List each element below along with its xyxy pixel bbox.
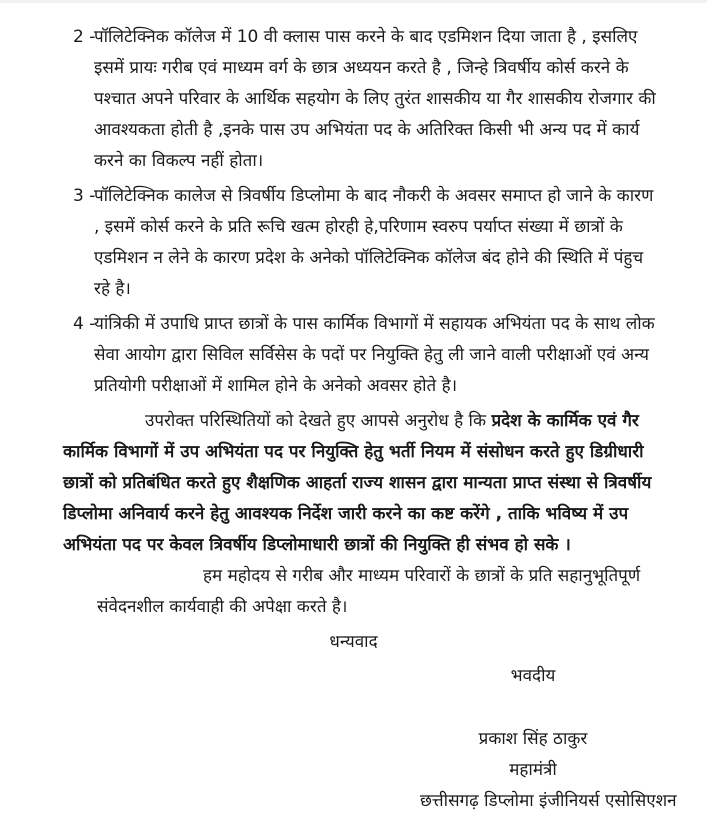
- letter-body: [0, 3, 707, 817]
- list-item-number: 2 -: [73, 27, 96, 47]
- numbered-list-item: [73, 22, 660, 177]
- signatory-name: प्रकाश सिंह ठाकुर: [478, 729, 588, 749]
- list-item-text: पॉलिटेक्निक कालेज से त्रिवर्षीय डिप्लोमा के बाद नौकरी के अवसर समाप्त हो जाने के कारण , इसमें कोर्स करने के प्रति रूचि खत्म होरही हे,परिणाम स्वरुप पर्याप्त संख्या में छात्रों के एडमिशन न लेने के कारण प्रदेश के अनेको पॉलिटेक्निक कॉलेज बंद होने की स्थिति में पंहुच रहे है।: [94, 186, 654, 299]
- list-item-text: पॉलिटेक्निक कॉलेज में 10 वी क्लास पास करने के बाद एडमिशन दिया जाता है , इसलिए इसमें प्रायः गरीब एवं माध्यम वर्ग के छात्र अध्ययन करते है , जिन्हे त्रिवर्षीय कोर्स करने के पश्चात अपने परिवार के आर्थिक सहयोग के लिए तुरंत शासकीय या गैर शासकीय रोजगार की आवश्यकता होती है ,इनके पास उप अभियंता पद के अतिरिक्त किसी भी अन्य पद में कार्य करने का विकल्प नहीं होता।: [94, 27, 656, 171]
- thanks-line: धन्यवाद: [329, 632, 378, 652]
- signature-block: [420, 661, 677, 817]
- request-intro-text: उपरोक्त परिस्थितियों को देखते हुए आपसे अनुरोध है कि: [145, 411, 492, 431]
- signatory-designation: महामंत्री: [509, 760, 557, 780]
- list-item-number: 4 -: [73, 314, 96, 334]
- list-item-number: 3 -: [73, 186, 96, 206]
- salutation-text: भवदीय: [510, 666, 556, 686]
- request-bold-text: प्रदेश के कार्मिक एवं गैर कार्मिक विभागों में उप अभियंता पद पर नियुक्ति हेतु भर्ती नियम में संसोधन करते हुए डिग्रीधारी छात्रों को प्रतिबंधित करते हुए शैक्षणिक आहर्ता राज्य शासन द्वारा मान्यता प्राप्त संस्था से त्रिवर्षीय डिप्लोमा अनिवार्य करने हेतु आवश्यक निर्देश जारी करने का कष्ट करेंगे , ताकि भविष्य में उप अभियंता पद पर केवल त्रिवर्षीय डिप्लोमाधारी छात्रों की नियुक्ति ही संभव हो सके ।: [63, 411, 652, 555]
- numbered-list-item: [73, 309, 660, 402]
- list-item-text: यांत्रिकी में उपाधि प्राप्त छात्रों के पास कार्मिक विभागों में सहायक अभियंता पद के साथ लोक सेवा आयोग द्वारा सिविल सर्विसेस के पदों पर नियुक्ति हेतु ली जाने वाली परीक्षाओं एवं अन्य प्रतियोगी परीक्षाओं में शामिल होने के अनेको अवसर होते है।: [94, 314, 655, 396]
- numbered-list-item: [73, 181, 660, 305]
- closing-paragraph: हम महोदय से गरीब और माध्यम परिवारों के छात्रों के प्रति सहानुभूतिपूर्ण संवेदनशील कार्यवाही की अपेक्षा करते है।: [97, 566, 641, 617]
- organization-name: छत्तीसगढ़ डिप्लोमा इंजीनियर्स एसोसिएशन: [420, 791, 677, 811]
- request-paragraph: [63, 406, 660, 561]
